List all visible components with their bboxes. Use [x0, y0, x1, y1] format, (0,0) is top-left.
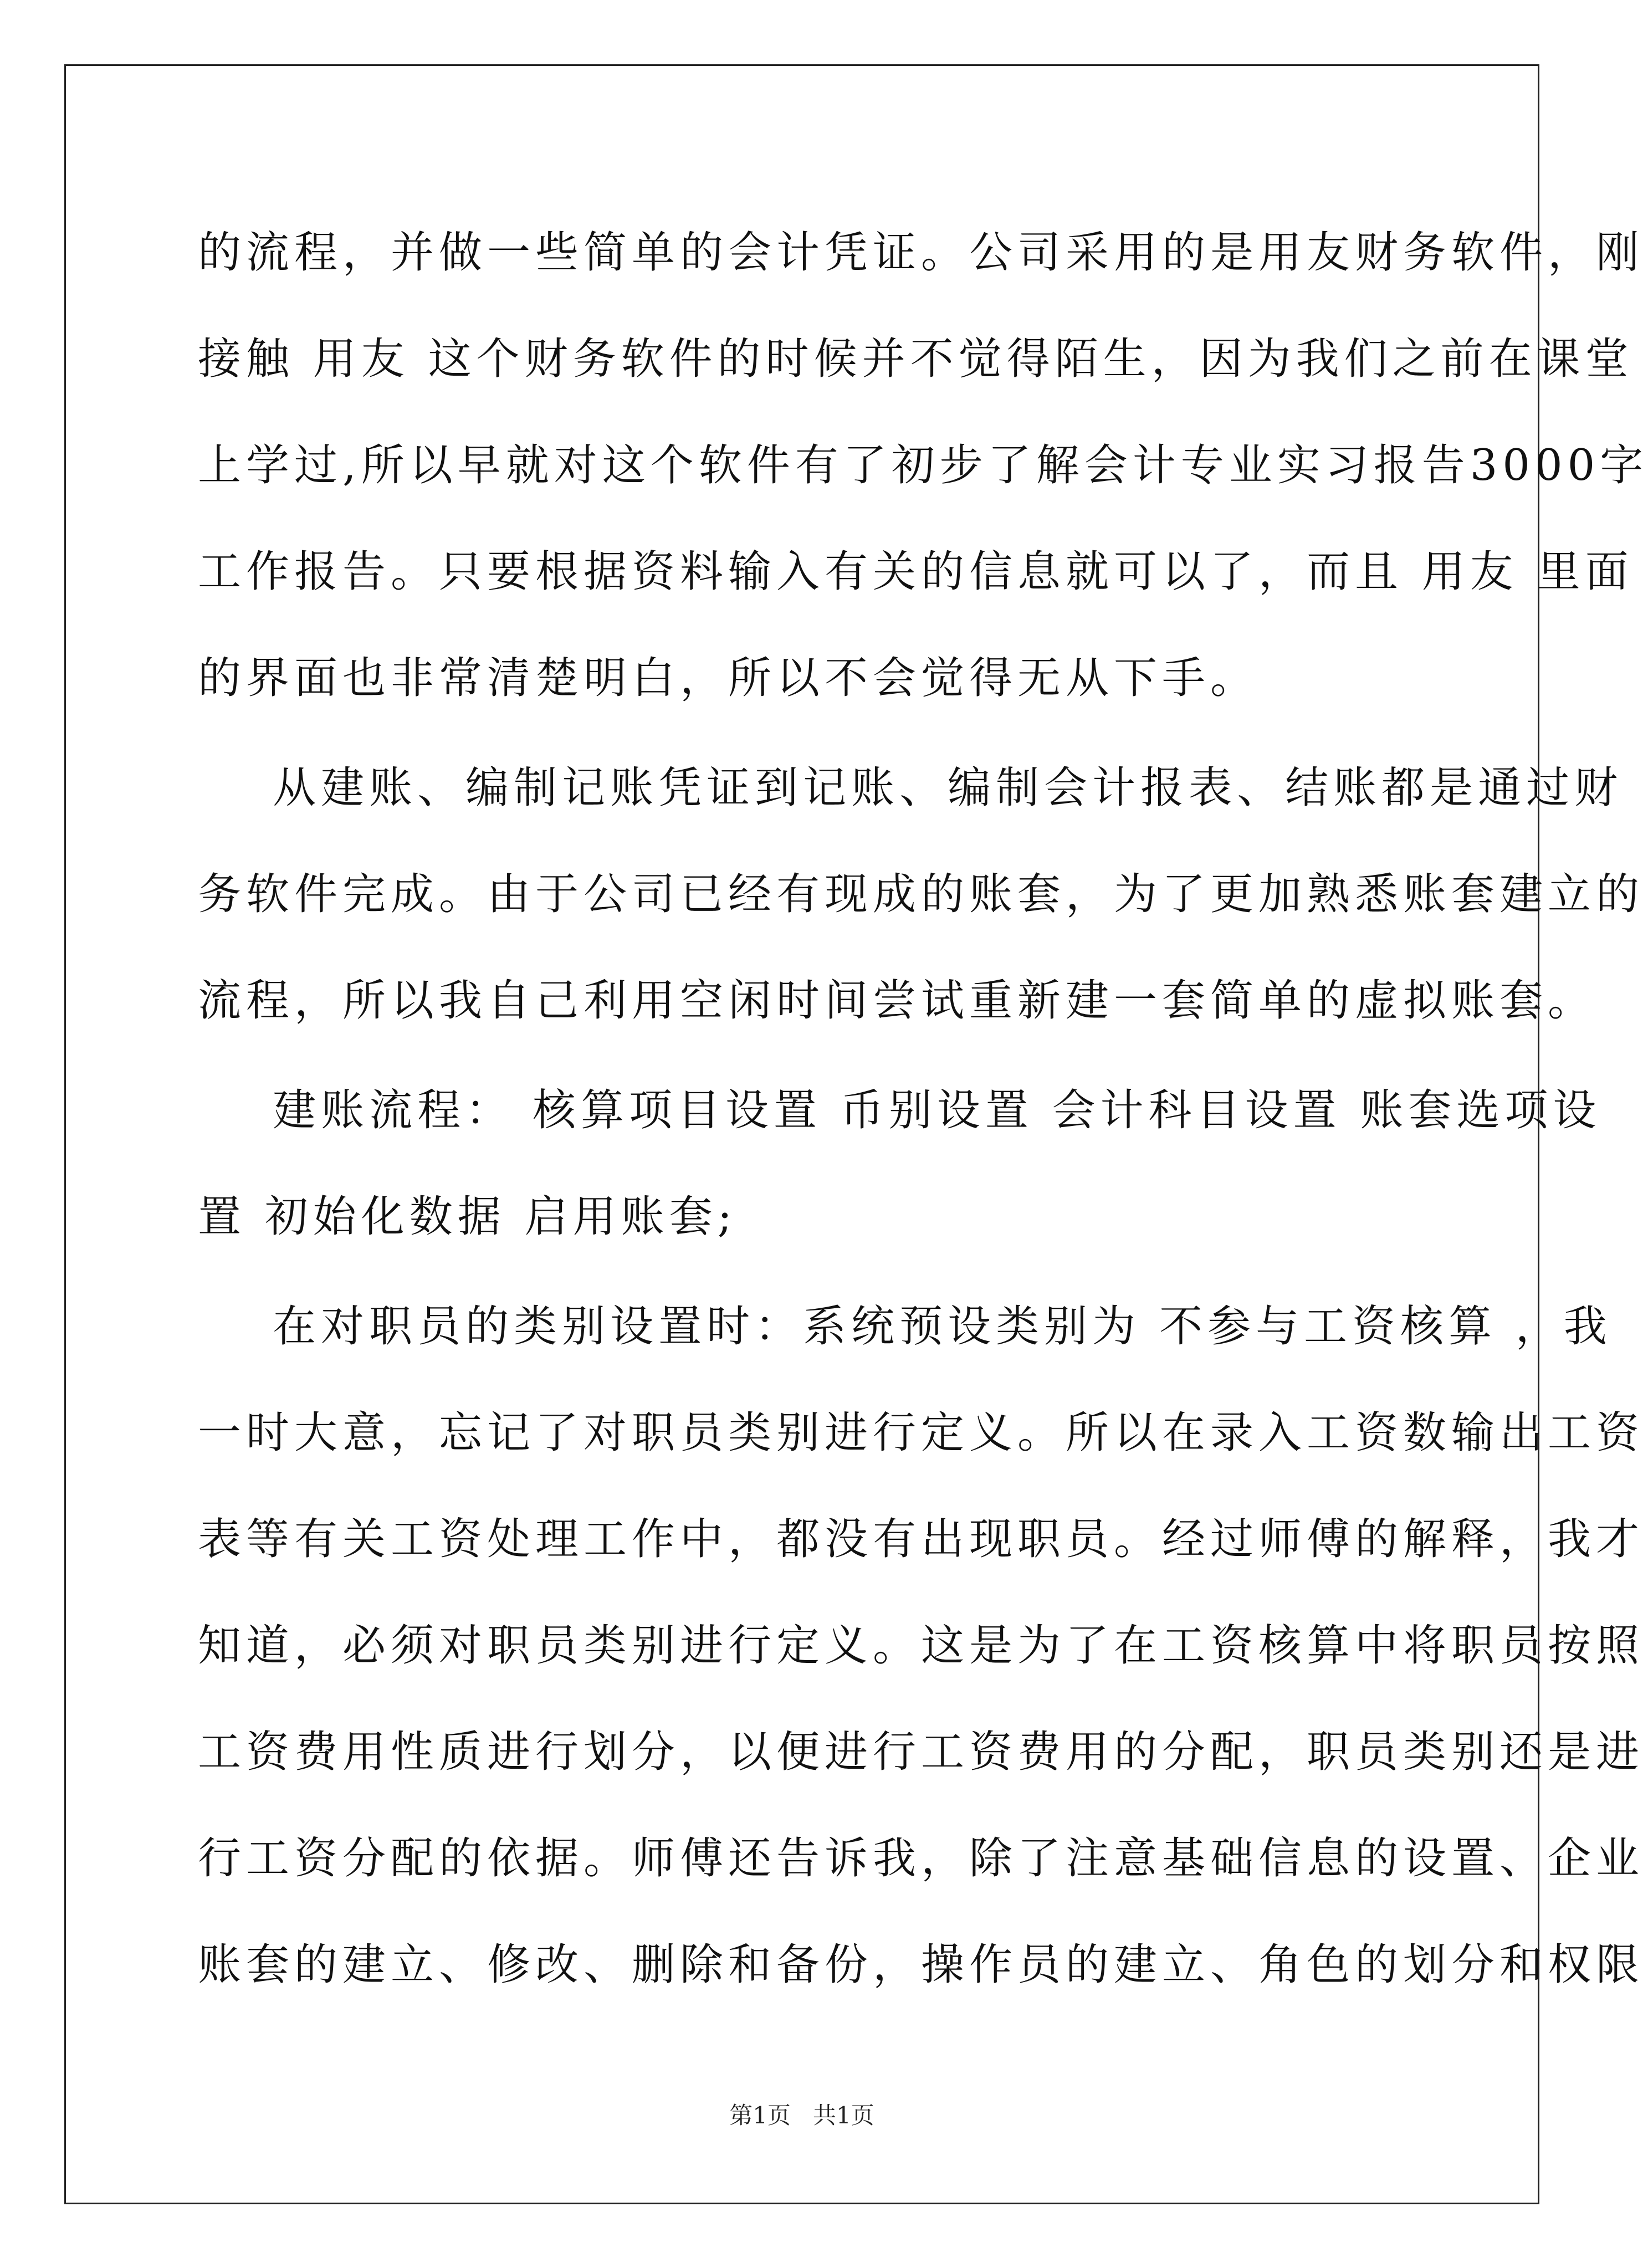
text-line: 务软件完成。由于公司已经有现成的账套，为了更加熟悉账套建立的 [198, 869, 1645, 919]
text-line: 工资费用性质进行划分，以便进行工资费用的分配，职员类别还是进 [198, 1727, 1645, 1777]
text-line: 账套的建立、修改、删除和备份，操作员的建立、角色的划分和权限 [198, 1940, 1645, 1990]
text-line: 接触 用友 这个财务软件的时候并不觉得陌生，因为我们之前在课堂 [198, 334, 1634, 384]
text-line: 置 初始化数据 启用账套; [198, 1192, 737, 1242]
paragraph-2 [198, 735, 1645, 1054]
text-line: 工作报告。只要根据资料输入有关的信息就可以了，而且 用友 里面 [198, 547, 1634, 597]
text-line: 在对职员的类别设置时：系统预设类别为 不参与工资核算 ，我 [198, 1302, 1612, 1351]
text-line: 上学过,所以早就对这个软件有了初步了解会计专业实习报告3000字 [198, 441, 1648, 490]
text-line: 一时大意，忘记了对职员类别进行定义。所以在录入工资数输出工资 [198, 1408, 1645, 1458]
text-line: 流程，所以我自己利用空闲时间尝试重新建一套简单的虚拟账套。 [198, 976, 1596, 1026]
text-line: 表等有关工资处理工作中，都没有出现职员。经过师傅的解释，我才 [198, 1514, 1645, 1564]
text-line: 的流程，并做一些简单的会计凭证。公司采用的是用友财务软件，刚 [198, 228, 1645, 278]
text-line: 知道，必须对职员类别进行定义。这是为了在工资核算中将职员按照 [198, 1621, 1645, 1671]
paragraph-4 [198, 1273, 1645, 2018]
text-line: 的界面也非常清楚明白，所以不会觉得无从下手。 [198, 653, 1259, 703]
document-body [198, 199, 1648, 2018]
text-line: 行工资分配的依据。师傅还告诉我，除了注意基础信息的设置、企业 [198, 1834, 1645, 1883]
text-line: 从建账、编制记账凭证到记账、编制会计报表、结账都是通过财 [198, 763, 1623, 813]
text-line: 建账流程： 核算项目设置 币别设置 会计科目设置 账套选项设 [198, 1086, 1601, 1135]
page-number: 第1页 共1页 [729, 2102, 874, 2129]
paragraph-1 [198, 199, 1648, 731]
paragraph-3 [198, 1057, 1601, 1270]
